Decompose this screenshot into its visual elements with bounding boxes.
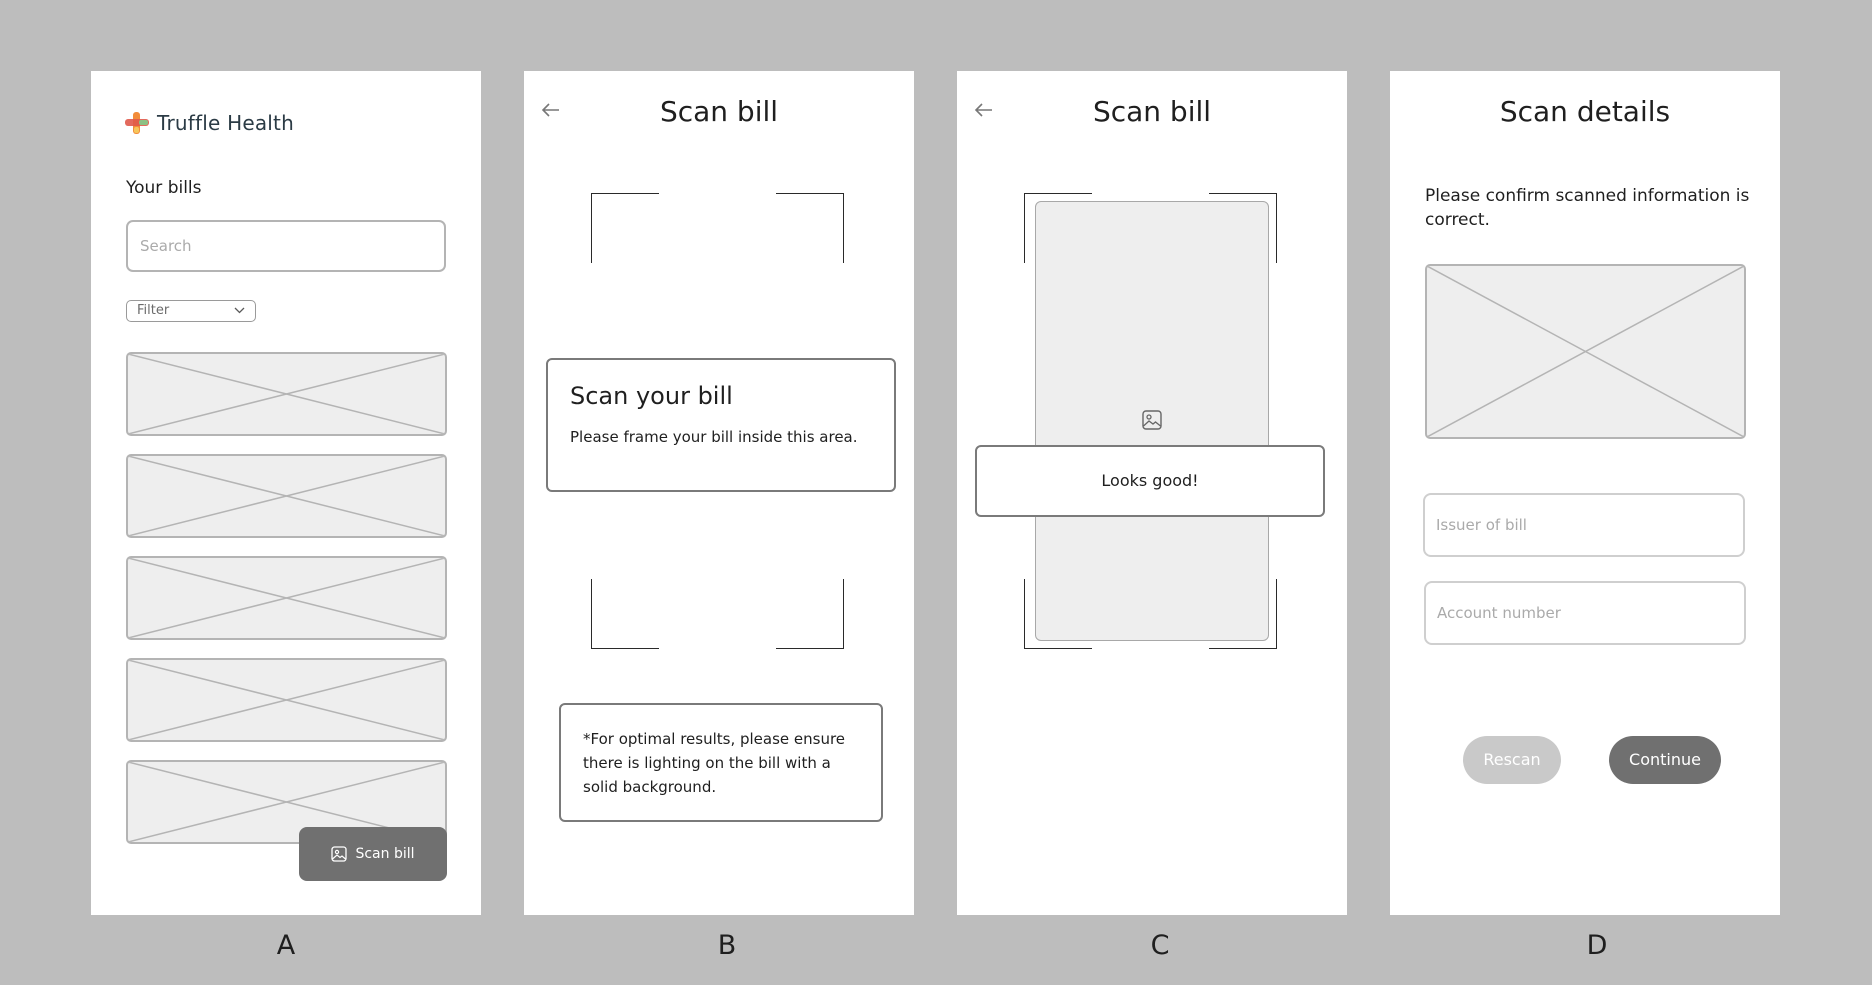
- confirm-instruction: Please confirm scanned information is correct.: [1425, 186, 1750, 230]
- chevron-down-icon: [234, 307, 245, 314]
- continue-button[interactable]: Continue: [1609, 736, 1721, 784]
- bill-list-item[interactable]: [126, 352, 447, 436]
- bill-list-item[interactable]: [126, 454, 447, 538]
- panel-label-c: C: [1150, 930, 1170, 961]
- captured-bill-preview: [1035, 201, 1269, 641]
- scan-success-toast: Looks good!: [975, 445, 1325, 517]
- scan-bill-button[interactable]: [299, 827, 447, 881]
- bill-list-item[interactable]: [126, 556, 447, 640]
- filter-label: Filter: [137, 303, 170, 318]
- issuer-field[interactable]: Issuer of bill: [1423, 493, 1745, 557]
- card-title: Scan your bill: [570, 382, 733, 410]
- filter-dropdown[interactable]: [126, 300, 256, 322]
- screen-title: Scan bill: [659, 95, 779, 128]
- panel-label-b: B: [717, 930, 737, 961]
- image-icon: [1142, 410, 1162, 430]
- brand-name: Truffle Health: [157, 111, 294, 135]
- panel-label-a: A: [276, 930, 296, 961]
- screen-c-scan-captured: [957, 71, 1347, 915]
- section-title: Your bills: [126, 178, 202, 198]
- frame-corner-bottom-right: [776, 579, 844, 649]
- image-icon: [331, 846, 347, 862]
- tips-note: [559, 703, 883, 822]
- panel-label-d: D: [1586, 930, 1608, 961]
- plus-cross-logo-icon: [125, 112, 149, 134]
- scan-bill-label: Scan bill: [355, 846, 415, 862]
- scan-instruction-card: [546, 358, 896, 492]
- frame-corner-bottom-left: [591, 579, 659, 649]
- tips-text: *For optimal results, please ensure there is lighting on the bill with a solid background.: [583, 730, 846, 796]
- scanned-bill-image: [1425, 264, 1746, 439]
- account-number-field[interactable]: Account number: [1424, 581, 1746, 645]
- screen-title: Scan details: [1499, 95, 1671, 128]
- rescan-button[interactable]: Rescan: [1463, 736, 1561, 784]
- screen-a-bills-list: [91, 71, 481, 915]
- brand-logo: [125, 111, 294, 135]
- search-input[interactable]: Search: [126, 220, 446, 272]
- frame-corner-top-right: [776, 193, 844, 263]
- bill-list-item[interactable]: [126, 658, 447, 742]
- card-body: Please frame your bill inside this area.: [570, 428, 858, 446]
- frame-corner-top-left: [591, 193, 659, 263]
- screen-d-scan-details: [1390, 71, 1780, 915]
- screen-b-scan-frame: [524, 71, 914, 915]
- screen-title: Scan bill: [1092, 95, 1212, 128]
